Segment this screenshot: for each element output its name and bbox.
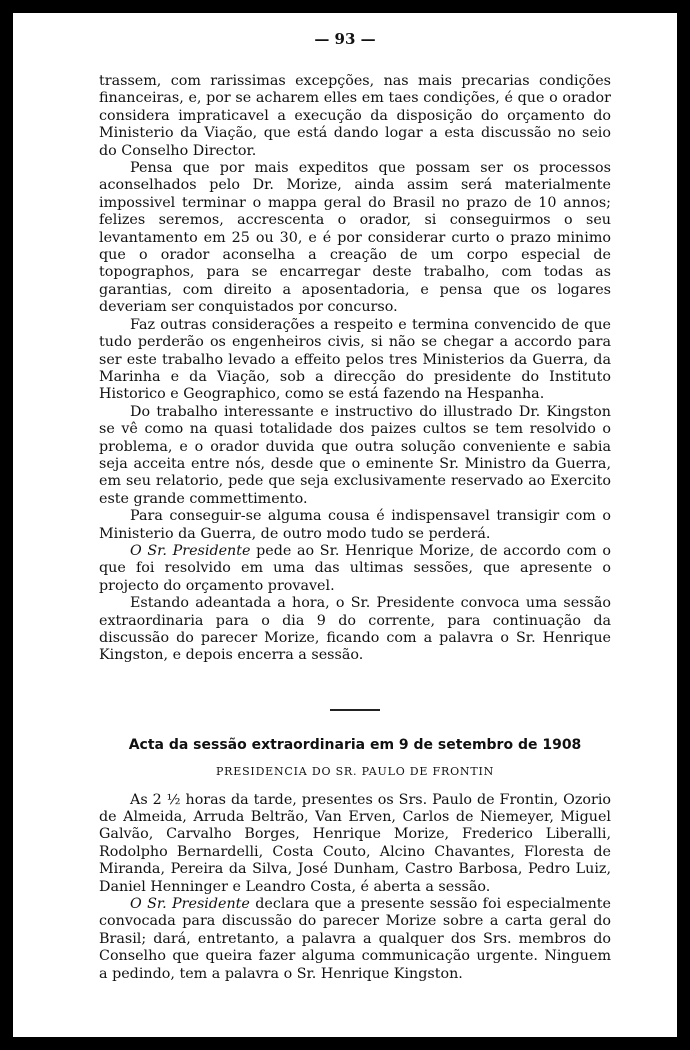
section-divider <box>330 709 380 711</box>
document-page <box>13 13 677 1037</box>
paragraph-6: O Sr. Presidente pede ao Sr. Henrique Morize, de accordo com o que foi resolvido em uma das ultimas sessões, que apresente o projecto do orçamento provavel. <box>99 542 611 594</box>
paragraph-7: Estando adeantada a hora, o Sr. Presidente convoca uma sessão extraordinaria para o dia 9 do corrente, para continuação da discussão do parecer Morize, ficando com a palavra o Sr. Henrique Kingston, e depois encerra a sessão. <box>99 595 611 664</box>
text-column <box>99 73 611 983</box>
speaker-presidente: O Sr. Presidente <box>130 542 251 559</box>
paragraph-4: Do trabalho interessante e instructivo do illustrado Dr. Kingston se vê como na quasi totalidade dos paizes cultos se tem resolvido o problema, e o orador duvida que outra solução conveniente e sabia seja acceita entre nós, desde que o eminente Sr. Ministro da Guerra, em seu relatorio, pede que seja exclusivamente reservado ao Exercito este grande commettimento. <box>99 403 611 507</box>
paragraph-3: Faz outras considerações a respeito e termina convencido de que tudo perderão os engenheiros civis, si não se chegar a accordo para ser este trabalho levado a effeito pelos tres Ministerios da Guerra, da Marinha e da Viação, sob a direcção do presidente do Instituto Historico e Geographico, como se está fazendo na Hespanha. <box>99 316 611 403</box>
paragraph-1: trassem, com rarissimas excepções, nas mais precarias condições financeiras, e, por se acharem elles em taes condições, é que o orador considera impraticavel a execução da disposição do orçamento do Ministerio da Viação, que está dando logar a esta discussão no seio do Conselho Director. <box>99 73 611 159</box>
presidency-line: PRESIDENCIA DO SR. PAULO DE FRONTIN <box>215 765 495 779</box>
page-number: — 93 — <box>314 30 376 48</box>
speaker-presidente-2: O Sr. Presidente <box>130 896 250 913</box>
paragraph-9: O Sr. Presidente declara que a presente sessão foi especialmente convocada para discussão do parecer Morize sobre a carta geral do Brasil; dará, entretanto, a palavra a qualquer dos Srs. membros do Conselho que queira fazer alguma communicação urgente. Ninguem a pedindo, tem a palavra o Sr. Henrique Kingston. <box>99 896 612 982</box>
acta-heading: Acta da sessão extraordinaria em 9 de setembro de 1908 <box>128 736 582 753</box>
paragraph-2: Pensa que por mais expeditos que possam ser os processos aconselhados pelo Dr. Morize, ainda assim será materialmente impossivel terminar o mappa geral do Brasil no prazo de 10 annos; felizes seremos, accrescenta o orador, si conseguirmos o seu levantamento em 25 ou 30, e é por considerar curto o prazo minimo que o orador aconselha a creação de um corpo especial de topographos, para se encarregar deste trabalho, com todas as garantias, com direito a aposentadoria, e pensa que os logares deveriam ser conquistados por concurso. <box>99 160 611 316</box>
paragraph-8: As 2 ½ horas da tarde, presentes os Srs. Paulo de Frontin, Ozorio de Almeida, Arruda Beltrão, Van Erven, Carlos de Niemeyer, Miguel Galvão, Carvalho Borges, Henrique Morize, Frederico Liberalli, Rodolpho Bernardelli, Costa Couto, Alcino Chavantes, Floresta de Miranda, Pereira da Silva, José Dunham, Castro Barbosa, Pedro Luiz, Daniel Henninger e Leandro Costa, é aberta a sessão. <box>99 791 611 895</box>
paragraph-5: Para conseguir-se alguma cousa é indispensavel transigir com o Ministerio da Guerra, de outro modo tudo se perderá. <box>99 508 611 542</box>
